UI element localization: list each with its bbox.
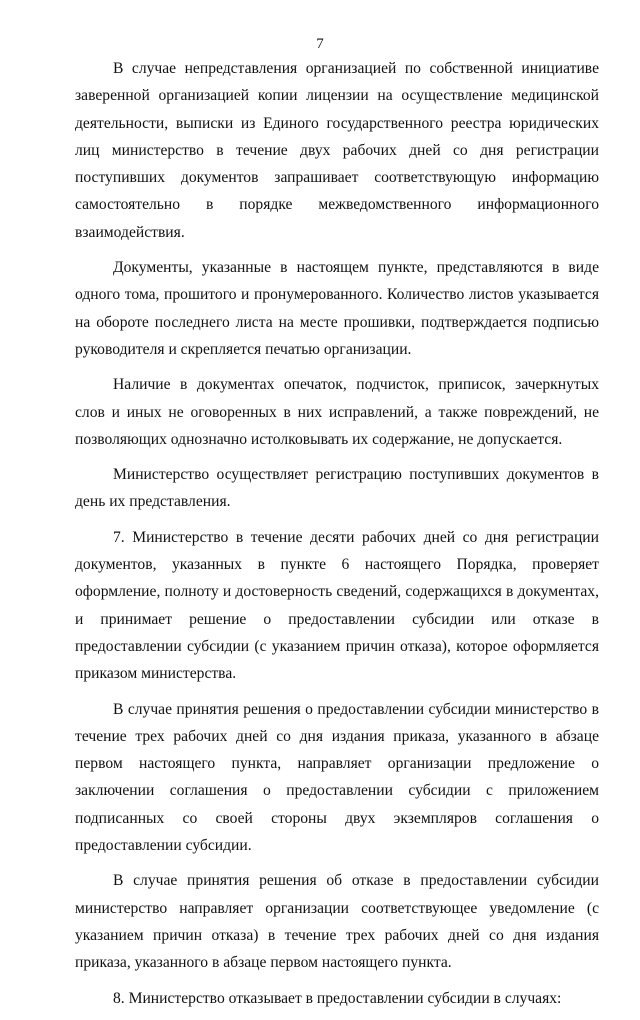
paragraph-registration: Министерство осуществляет регистрацию поступивших документов в день их представления. [75,466,599,511]
paragraph-approval-decision: В случае принятия решения о предоставлении субсидии министерство в течение трех рабочих дней со дня издания приказа, указанного в абзаце первом настоящего пункта, направляет организации предложение о заключении соглашения о предоставлении субсидии с приложением подписанных со своей стороны двух экземпляров соглашения о предоставлении субсидии. [75,700,599,855]
paragraph-refusal-decision: В случае принятия решения об отказе в предоставлении субсидии министерство направляет организации соответствующее уведомление (с указанием причин отказа) в течение трех рабочих дней со дня издания приказа, указанного в абзаце первом настоящего пункта. [75,872,599,972]
paragraph-no-corrections: Наличие в документах опечаток, подчисток, приписок, зачеркнутых слов и иных не оговоренных в них исправлений, а также повреждений, не позволяющих однозначно истолковывать их содержание, не допускается. [75,376,599,448]
paragraph-document-volume: Документы, указанные в настоящем пункте, представляются в виде одного тома, прошитого и пронумерованного. Количество листов указывается на обороте последнего листа на месте прошивки, подтверждается подписью руководителя и скрепляется печатью организации. [75,259,599,358]
paragraph-item-8: 8. Министерство отказывает в предоставлении субсидии в случаях: [113,989,562,1007]
page-number: 7 [316,36,324,52]
paragraph-item-7: 7. Министерство в течение десяти рабочих дней со дня регистрации документов, указанных в пункте 6 настоящего Порядка, проверяет оформление, полноту и достоверность сведений, содержащихся в документах, и принимает решение о предоставлении субсидии или отказе в предоставлении субсидии (с указанием причин отказа), которое оформляется приказом министерства. [75,528,599,683]
document-body [75,55,599,1020]
paragraph-license-request: В случае непредставления организацией по собственной инициативе заверенной организацией копии лицензии на осуществление медицинской деятельности, выписки из Единого государственного реестра юридических лиц министерство в течение двух рабочих дней со дня регистрации поступивших документов запрашивает соответствующую информацию самостоятельно в порядке межведомственного информационного взаимодействия. [75,60,599,241]
